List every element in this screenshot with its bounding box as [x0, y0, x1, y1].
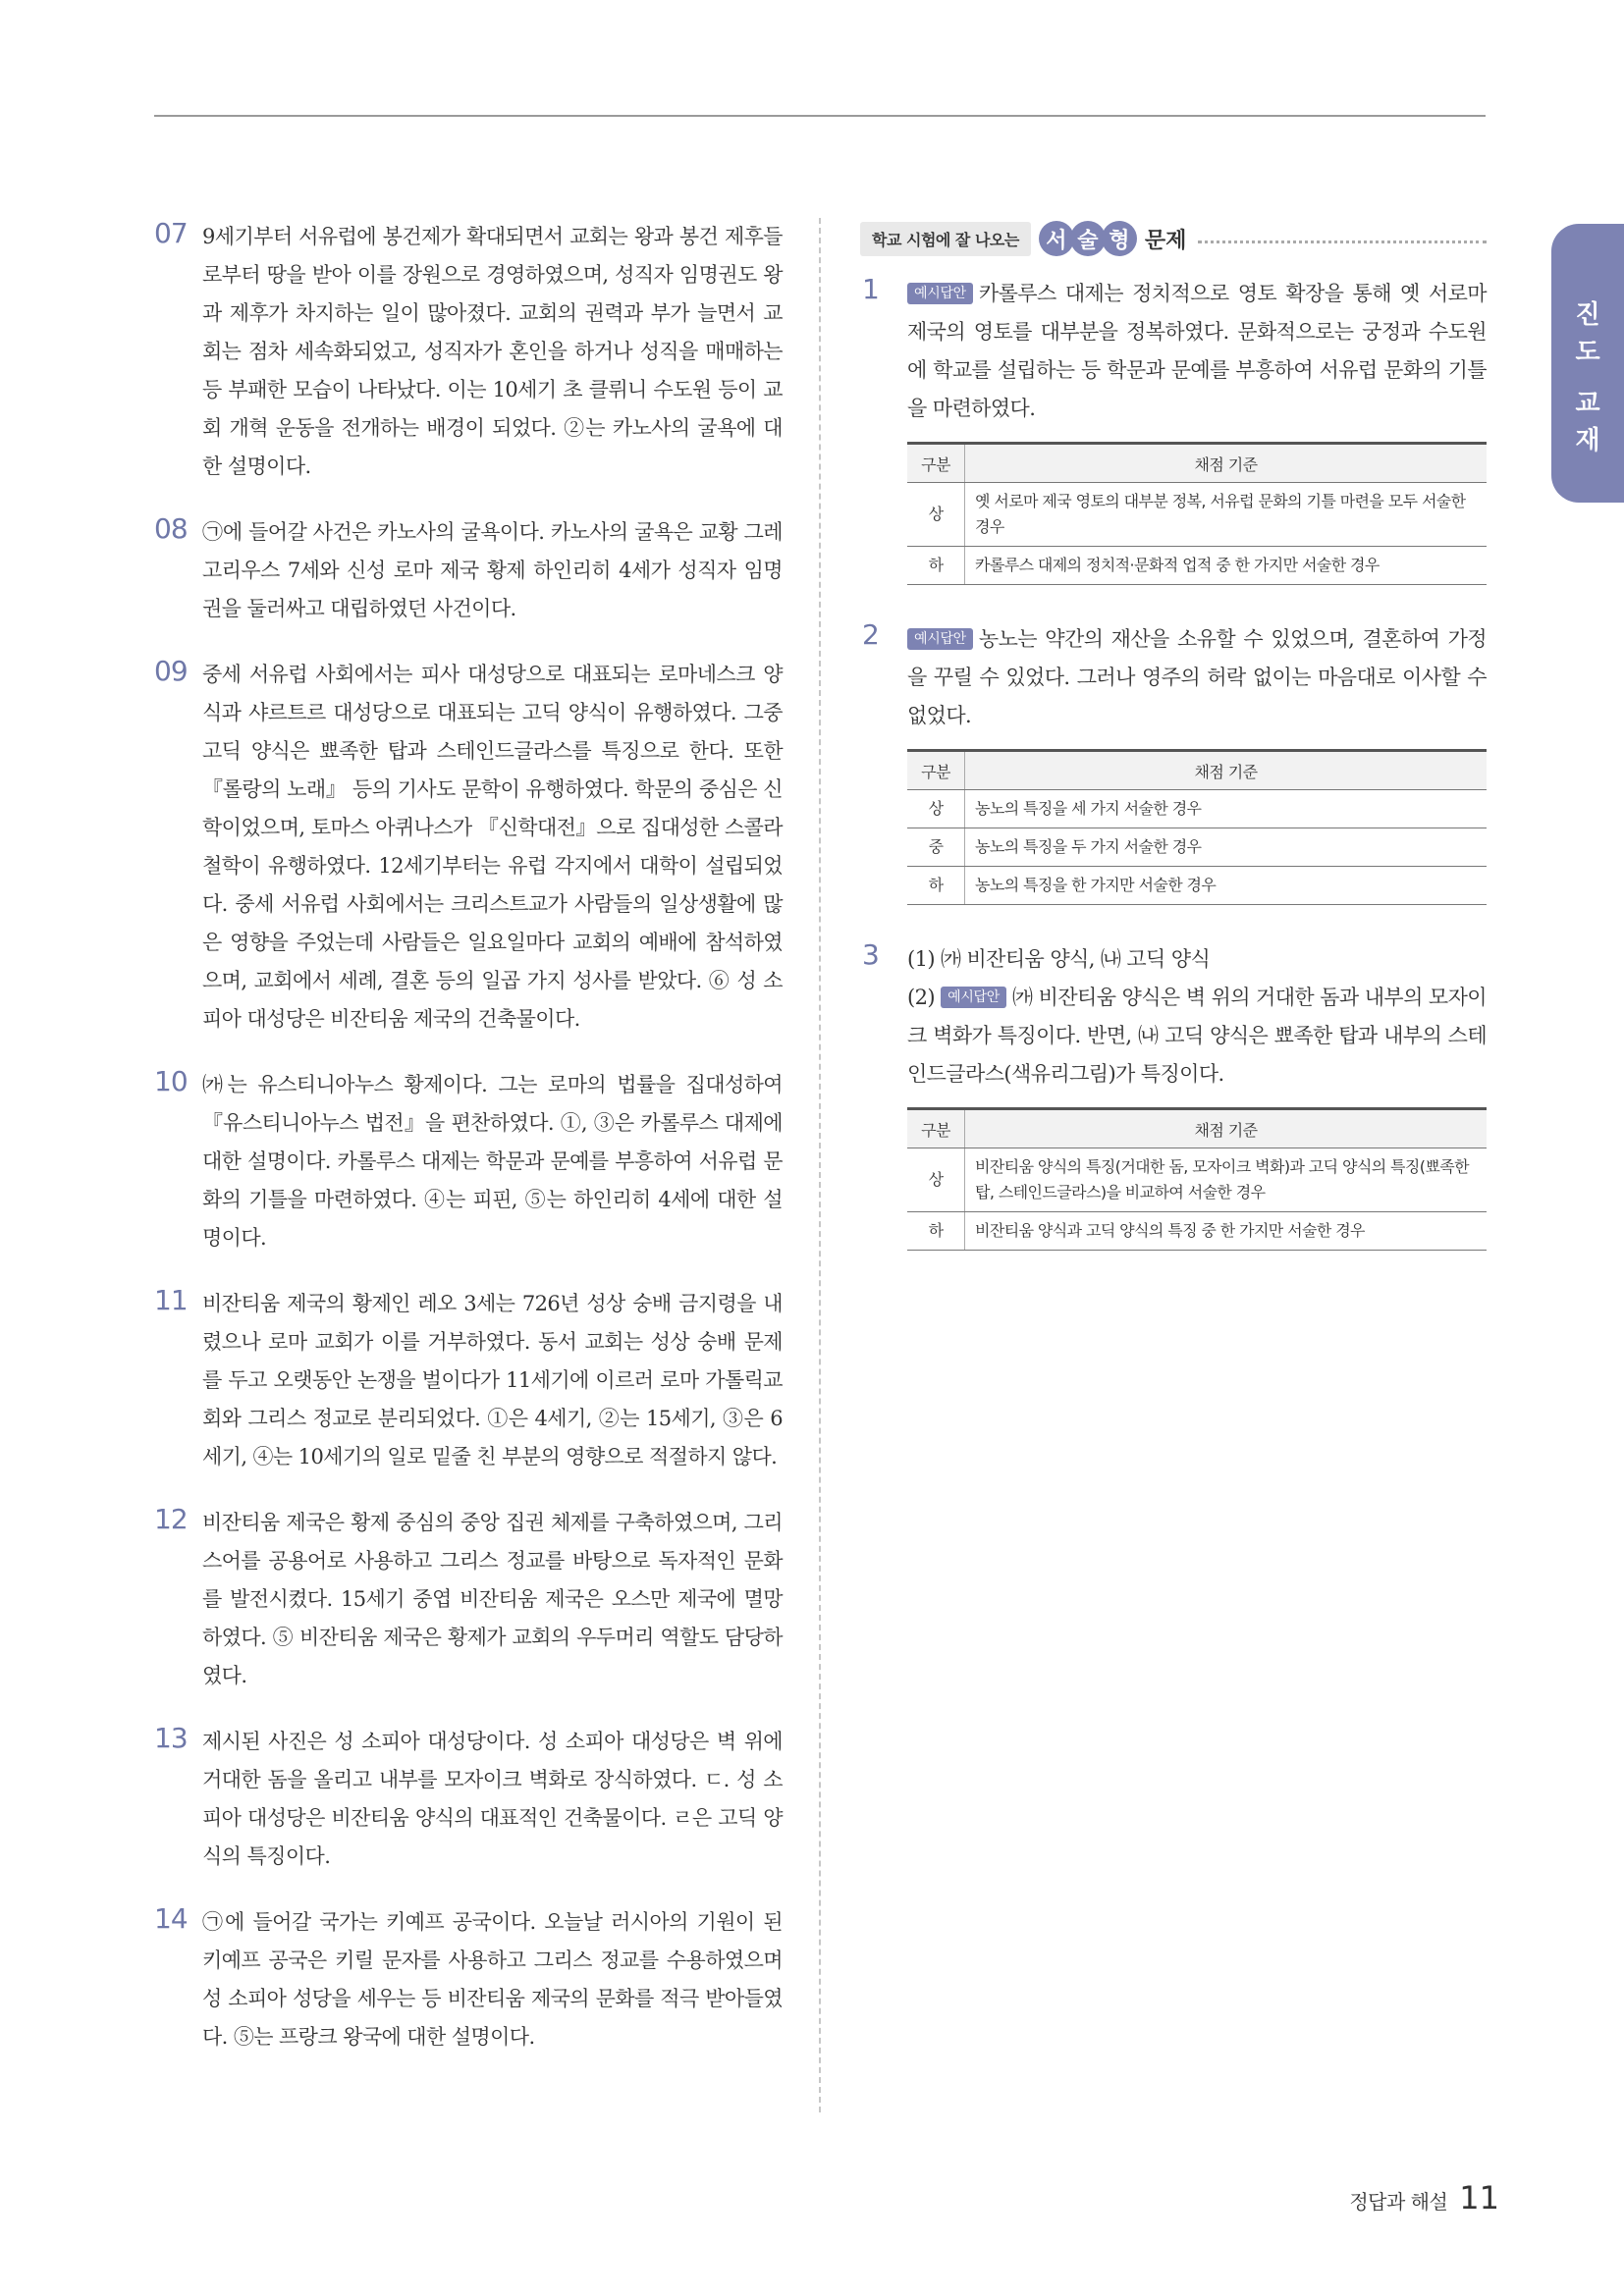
row-level: 하 [907, 1212, 965, 1251]
row-criteria: 옛 서로마 제국 영토의 대부분 정복, 서유럽 문화의 기틀 마련을 모두 서술한 경우 [965, 483, 1488, 547]
dotted-leader [1198, 240, 1487, 243]
header-criteria: 채점 기준 [965, 444, 1488, 483]
row-criteria: 비잔티움 양식의 특징(거대한 돔, 모자이크 벽화)과 고딕 양식의 특징(뾰족한 탑, 스테인드글라스)을 비교하여 서술한 경우 [965, 1148, 1488, 1212]
essay-question-2 [860, 620, 1487, 735]
question-number: 3 [862, 938, 880, 971]
table-row [907, 790, 1487, 828]
item-text: 9세기부터 서유럽에 봉건제가 확대되면서 교회는 왕과 봉건 제후들로부터 땅을 받아 이를 장원으로 경영하였으며, 성직자 임명권도 왕과 제후가 차지하는 일이 많아졌다. 교회의 권력과 부가 늘면서 교회는 점차 세속화되었고, 성직자가 혼인을 하거나 성직을 매매하는 등 부패한 모습이 나타났다. 이는 10세기 초 클뤼니 수도원 등이 교회 개혁 운동을 전개하는 배경이 되었다. ②는 카노사의 굴욕에 대한 설명이다. [202, 225, 783, 478]
answer-body: 카롤루스 대제는 정치적으로 영토 확장을 통해 옛 서로마 제국의 영토를 대부분을 정복하였다. 문화적으로는 궁정과 수도원에 학교를 설립하는 등 학문과 문예를 부흥하여 서유럽 문화의 기틀을 마련하였다. [907, 282, 1487, 420]
item-number: 09 [154, 655, 188, 687]
page-footer [1349, 2179, 1499, 2216]
header-level: 구분 [907, 751, 965, 790]
header-rule [154, 115, 1486, 117]
item-text: 중세 서유럽 사회에서는 피사 대성당으로 대표되는 로마네스크 양식과 샤르트르 대성당으로 대표되는 고딕 양식이 유행하였다. 그중 고딕 양식은 뾰족한 탑과 스테인드글라스를 특징으로 한다. 또한 『롤랑의 노래』 등의 기사도 문학이 유행하였다. 학문의 중심은 신학이었으며, 토마스 아퀴나스가 『신학대전』으로 집대성한 스콜라 철학이 유행하였다. 12세기부터는 유럽 각지에서 대학이 설립되었다. 중세 서유럽 사회에서는 크리스트교가 사람들의 일상생활에 많은 영향을 주었는데 사람들은 일요일마다 교회의 예배에 참석하였으며, 교회에서 세례, 결혼 등의 일곱 가지 성사를 받았다. ⑥ 성 소피아 대성당은 비잔티움 제국의 건축물이다. [202, 663, 783, 1031]
section-bubble: 술 [1070, 221, 1106, 256]
row-level: 상 [907, 1148, 965, 1212]
item-text: ㉠에 들어갈 사건은 카노사의 굴욕이다. 카노사의 굴욕은 교황 그레고리우스 7세와 신성 로마 제국 황제 하인리히 4세가 성직자 임명권을 둘러싸고 대립하였던 사건이다. [202, 520, 783, 620]
item-number: 07 [154, 217, 188, 249]
row-level: 상 [907, 483, 965, 547]
table-row [907, 547, 1487, 585]
section-post-label: 문제 [1144, 228, 1187, 253]
answer-body: 농노는 약간의 재산을 소유할 수 있었으며, 결혼하여 가정을 꾸릴 수 있었다. 그러나 영주의 허락 없이는 마음대로 이사할 수 없었다. [907, 627, 1487, 727]
essay-question-3 [860, 940, 1487, 1094]
answer-item-08 [154, 513, 783, 628]
section-bubbles [1039, 221, 1133, 256]
item-number: 14 [154, 1902, 188, 1935]
answer-item-07 [154, 218, 783, 486]
section-pre-label: 학교 시험에 잘 나오는 [860, 222, 1031, 256]
table-header-row [907, 751, 1487, 790]
item-number: 13 [154, 1722, 188, 1754]
item-text: 제시된 사진은 성 소피아 대성당이다. 성 소피아 대성당은 벽 위에 거대한 돔을 올리고 내부를 모자이크 벽화로 장식하였다. ㄷ. 성 소피아 대성당은 비잔티움 양식의 대표적인 건축물이다. ㄹ은 고딕 양식의 특징이다. [202, 1730, 783, 1868]
item-number: 08 [154, 512, 188, 545]
header-criteria: 채점 기준 [965, 751, 1488, 790]
row-criteria: 농노의 특징을 세 가지 서술한 경우 [965, 790, 1488, 828]
column-divider [819, 218, 821, 2112]
example-answer-badge: 예시답안 [941, 987, 1006, 1008]
item-number: 10 [154, 1065, 188, 1097]
item-text: ㈎는 유스티니아누스 황제이다. 그는 로마의 법률을 집대성하여 『유스티니아누스 법전』을 편찬하였다. ①, ③은 카롤루스 대제에 대한 설명이다. 카롤루스 대제는 학문과 문예를 부흥하여 서유럽 문화의 기틀을 마련하였다. ④는 피핀, ⑤는 하인리히 4세에 대한 설명이다. [202, 1073, 783, 1250]
row-level: 중 [907, 828, 965, 867]
example-answer-badge: 예시답안 [907, 283, 973, 304]
answer-text [907, 620, 1487, 735]
scoring-table-1 [907, 442, 1487, 585]
left-column [154, 218, 783, 2084]
part-prefix: (2) [907, 986, 935, 1009]
header-criteria: 채점 기준 [965, 1109, 1488, 1148]
example-answer-badge: 예시답안 [907, 628, 973, 650]
answer-part-2 [907, 979, 1487, 1094]
header-level: 구분 [907, 1109, 965, 1148]
scoring-table-2 [907, 749, 1487, 905]
table-row [907, 867, 1487, 905]
item-number: 11 [154, 1284, 188, 1316]
table-header-row [907, 1109, 1487, 1148]
side-tab [1551, 224, 1624, 503]
right-column [860, 218, 1487, 1286]
row-criteria: 농노의 특징을 한 가지만 서술한 경우 [965, 867, 1488, 905]
side-tab-char: 도 [1575, 338, 1600, 367]
header-level: 구분 [907, 444, 965, 483]
row-criteria: 비잔티움 양식과 고딕 양식의 특징 중 한 가지만 서술한 경우 [965, 1212, 1488, 1251]
table-row [907, 828, 1487, 867]
answer-item-12 [154, 1504, 783, 1695]
row-level: 하 [907, 547, 965, 585]
section-header [860, 218, 1487, 259]
side-tab-char: 진 [1575, 300, 1600, 330]
row-level: 하 [907, 867, 965, 905]
table-row [907, 483, 1487, 547]
item-number: 12 [154, 1503, 188, 1535]
row-criteria: 농노의 특징을 두 가지 서술한 경우 [965, 828, 1488, 867]
answer-text [907, 275, 1487, 428]
question-number: 2 [862, 618, 880, 651]
scoring-table-3 [907, 1107, 1487, 1251]
essay-question-1 [860, 275, 1487, 428]
item-text: 비잔티움 제국의 황제인 레오 3세는 726년 성상 숭배 금지령을 내렸으나 로마 교회가 이를 거부하였다. 동서 교회는 성상 숭배 문제를 두고 오랫동안 논쟁을 벌이다가 11세기에 이르러 로마 가톨릭교회와 그리스 정교로 분리되었다. ①은 4세기, ②는 15세기, ③은 6세기, ④는 10세기의 일로 밑줄 친 부분의 영향으로 적절하지 않다. [202, 1292, 783, 1468]
answer-part-1: (1) ㈎ 비잔티움 양식, ㈏ 고딕 양식 [907, 947, 1211, 971]
footer-label: 정답과 해설 [1349, 2190, 1448, 2214]
answer-item-13 [154, 1723, 783, 1876]
section-bubble: 서 [1039, 221, 1074, 256]
question-number: 1 [862, 273, 880, 305]
row-level: 상 [907, 790, 965, 828]
table-row [907, 1148, 1487, 1212]
side-tab-char: 재 [1575, 426, 1600, 455]
page-number: 11 [1459, 2179, 1499, 2216]
answer-body: ㈎ 비잔티움 양식은 벽 위의 거대한 돔과 내부의 모자이크 벽화가 특징이다. 반면, ㈏ 고딕 양식은 뾰족한 탑과 내부의 스테인드글라스(색유리그림)가 특징이다. [907, 986, 1487, 1086]
side-tab-char: 교 [1575, 389, 1600, 418]
section-bubble: 형 [1102, 221, 1137, 256]
row-criteria: 카롤루스 대제의 정치적·문화적 업적 중 한 가지만 서술한 경우 [965, 547, 1488, 585]
answer-item-09 [154, 656, 783, 1039]
table-header-row [907, 444, 1487, 483]
table-row [907, 1212, 1487, 1251]
answer-item-11 [154, 1285, 783, 1476]
answer-item-10 [154, 1066, 783, 1257]
answer-item-14 [154, 1903, 783, 2056]
item-text: 비잔티움 제국은 황제 중심의 중앙 집권 체제를 구축하였으며, 그리스어를 공용어로 사용하고 그리스 정교를 바탕으로 독자적인 문화를 발전시켰다. 15세기 중엽 비잔티움 제국은 오스만 제국에 멸망하였다. ⑤ 비잔티움 제국은 황제가 교회의 우두머리 역할도 담당하였다. [202, 1511, 783, 1687]
item-text: ㉠에 들어갈 국가는 키예프 공국이다. 오늘날 러시아의 기원이 된 키예프 공국은 키릴 문자를 사용하고 그리스 정교를 수용하였으며 성 소피아 성당을 세우는 등 비잔티움 제국의 문화를 적극 받아들였다. ⑤는 프랑크 왕국에 대한 설명이다. [202, 1910, 783, 2049]
